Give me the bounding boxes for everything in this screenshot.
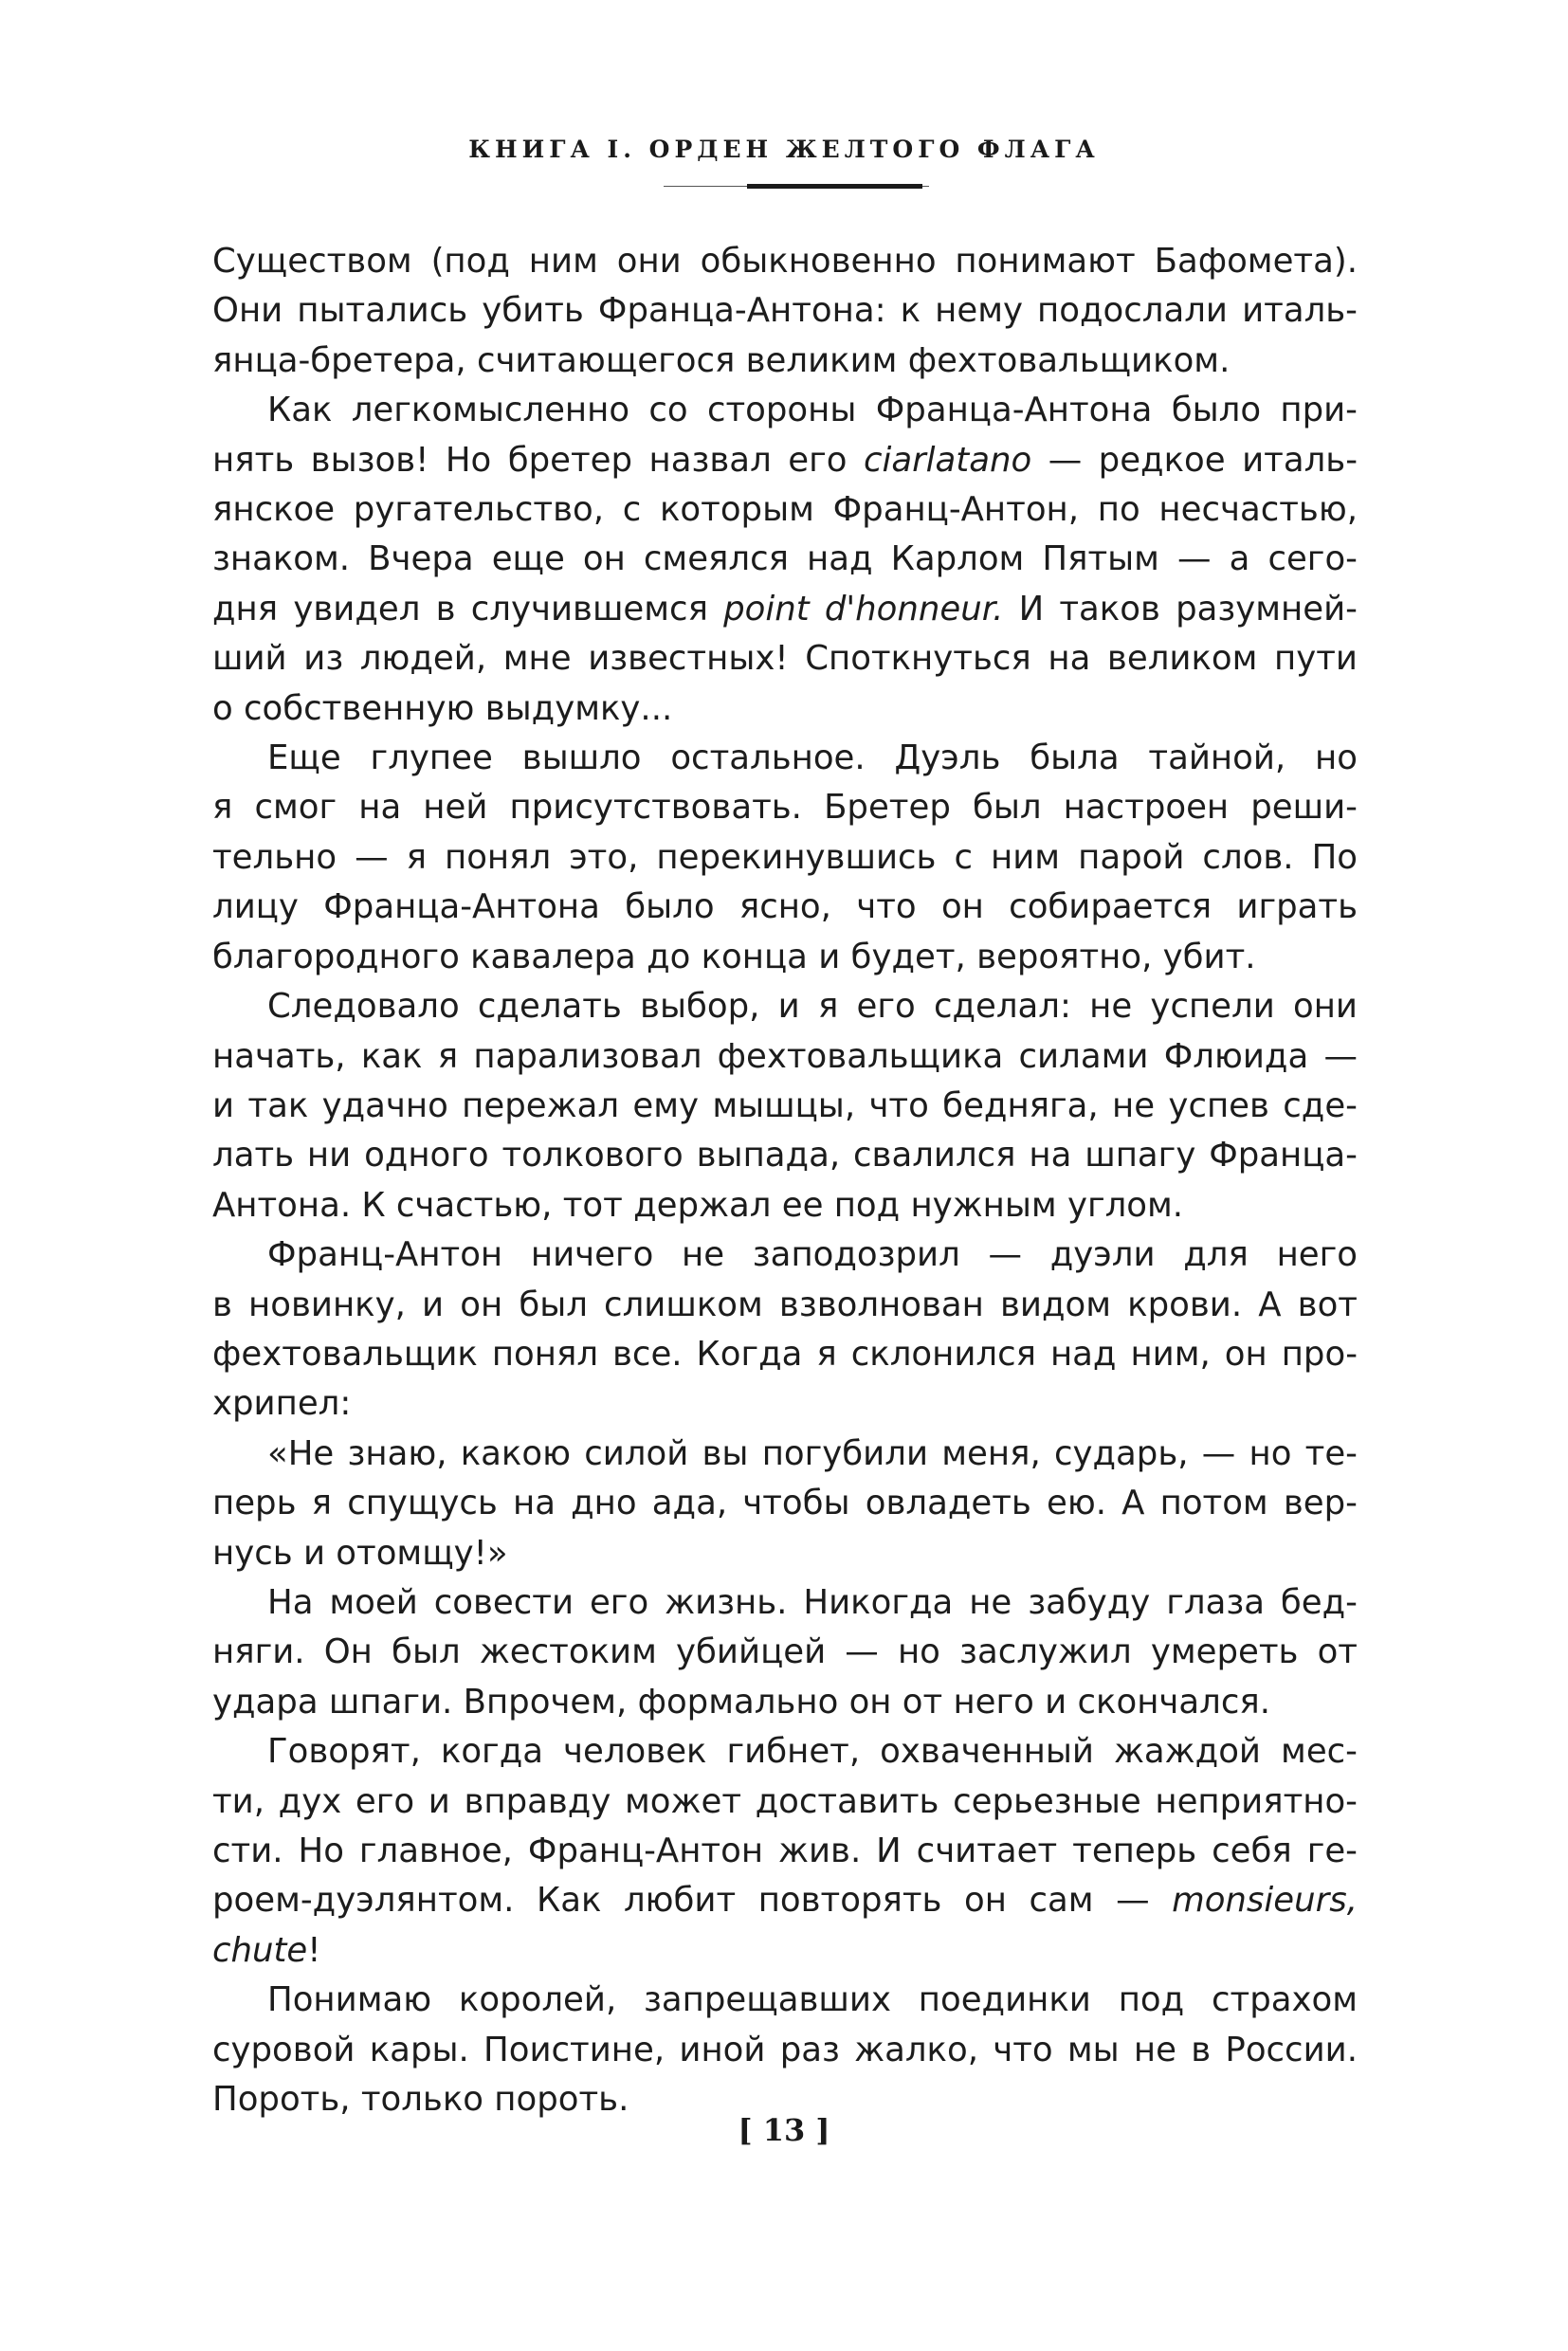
text-line xyxy=(212,1876,1358,1925)
paragraph-2 xyxy=(212,386,1358,734)
text-fragment: ! xyxy=(307,1930,321,1970)
paragraph-4 xyxy=(212,982,1358,1230)
text-fragment: — редкое италь- xyxy=(1031,440,1358,480)
paragraph-8 xyxy=(212,1727,1358,1976)
text-line: перь я спущусь на дно ада, чтобы овладеть ею. А потом вер- xyxy=(212,1484,1358,1523)
header-rule xyxy=(747,184,922,189)
text-line xyxy=(212,585,1358,634)
text-line: Еще глупее вышло остальное. Дуэль была тайной, но xyxy=(267,738,1358,778)
page-number: [ 13 ] xyxy=(738,2112,830,2148)
text-fragment: нять вызов! Но бретер назвал его xyxy=(212,440,864,480)
text-line: фехтовальщик понял все. Когда я склонился над ним, он про- xyxy=(212,1334,1358,1374)
text-line: няги. Он был жестоким убийцей — но заслужил умереть от xyxy=(212,1632,1358,1672)
text-line: Следовало сделать выбор, и я его сделал: не успели они xyxy=(267,987,1358,1027)
text-line: Говорят, когда человек гибнет, охваченный жаждой мес- xyxy=(267,1732,1358,1772)
text-line: «Не знаю, какою силой вы погубили меня, сударь, — но те- xyxy=(267,1433,1358,1473)
text-line: в новинку, и он был слишком взволнован видом крови. А вот xyxy=(212,1285,1358,1324)
text-line: лицу Франца-Антона было ясно, что он собирается играть xyxy=(212,887,1358,927)
text-line: Они пытались убить Франца-Антона: к нему подослали италь- xyxy=(212,291,1358,331)
paragraph-1 xyxy=(212,237,1358,386)
text-line: Антона. К счастью, тот держал ее под нужным углом. xyxy=(212,1185,1184,1225)
text-line: тельно — я понял это, перекинувшись с ним парой слов. По xyxy=(212,837,1358,877)
paragraph-5 xyxy=(212,1230,1358,1430)
text-fragment: роем-дуэлянтом. Как любит повторять он сам — xyxy=(212,1881,1173,1921)
paragraph-7 xyxy=(212,1578,1358,1727)
text-line: сти. Но главное, Франц-Антон жив. И считает теперь себя ге- xyxy=(212,1832,1358,1870)
text-line: На моей совести его жизнь. Никогда не забуду глаза бед- xyxy=(267,1582,1358,1622)
paragraph-9 xyxy=(212,1976,1358,2124)
text-line: Как легкомысленно со стороны Франца-Антона было при- xyxy=(267,391,1358,430)
text-line: Пороть, только пороть. xyxy=(212,2080,629,2120)
text-line: янца-бретера, считающегося великим фехтовальщиком. xyxy=(212,340,1231,380)
text-line: суровой кары. Поистине, иной раз жалко, что мы не в России. xyxy=(212,2030,1358,2069)
paragraph-6 xyxy=(212,1430,1358,1578)
text-line: удара шпаги. Впрочем, формально он от него и скончался. xyxy=(212,1682,1270,1722)
text-line: Франц-Антон ничего не заподозрил — дуэли для него xyxy=(267,1235,1358,1275)
text-line: знаком. Вчера еще он смеялся над Карлом Пятым — а сего- xyxy=(212,539,1358,579)
text-fragment: И таков разумней- xyxy=(1003,589,1358,629)
text-fragment: дня увидел в случившемся xyxy=(212,589,724,629)
text-line: о собственную выдумку... xyxy=(212,688,673,728)
text-line: ти, дух его и вправду может доставить серьезные неприятно- xyxy=(212,1781,1358,1821)
text-line: лать ни одного толкового выпада, свалился на шпагу Франца- xyxy=(212,1136,1358,1176)
italic-term: chute xyxy=(212,1930,308,1970)
text-line: Понимаю королей, запрещавших поединки под страхом xyxy=(267,1980,1358,2020)
text-line: хрипел: xyxy=(212,1384,352,1424)
italic-term: point d'honneur. xyxy=(723,589,1004,629)
text-line: ший из людей, мне известных! Споткнуться на великом пути xyxy=(212,639,1358,679)
paragraph-3 xyxy=(212,734,1358,982)
text-line: Существом (под ним они обыкновенно понимают Бафомета). xyxy=(212,242,1358,281)
text-line: я смог на ней присутствовать. Бретер был настроен реши- xyxy=(212,788,1358,828)
text-line: янское ругательство, с которым Франц-Антон, по несчастью, xyxy=(212,490,1358,530)
text-line xyxy=(212,436,1358,485)
italic-term: ciarlatano xyxy=(863,440,1032,480)
text-line: начать, как я парализовал фехтовальщика силами Флюида — xyxy=(212,1036,1358,1076)
text-line: нусь и отомщу!» xyxy=(212,1533,508,1573)
italic-term: monsieurs, xyxy=(1172,1881,1358,1921)
text-line xyxy=(212,1926,1358,1976)
running-title: КНИГА I. ОРДЕН ЖЕЛТОГО ФЛАГА xyxy=(468,136,1100,163)
body-text xyxy=(212,237,1358,2124)
text-line: благородного кавалера до конца и будет, вероятно, убит. xyxy=(212,937,1256,976)
text-line: и так удачно пережал ему мышцы, что бедняга, не успев сде- xyxy=(212,1085,1358,1125)
